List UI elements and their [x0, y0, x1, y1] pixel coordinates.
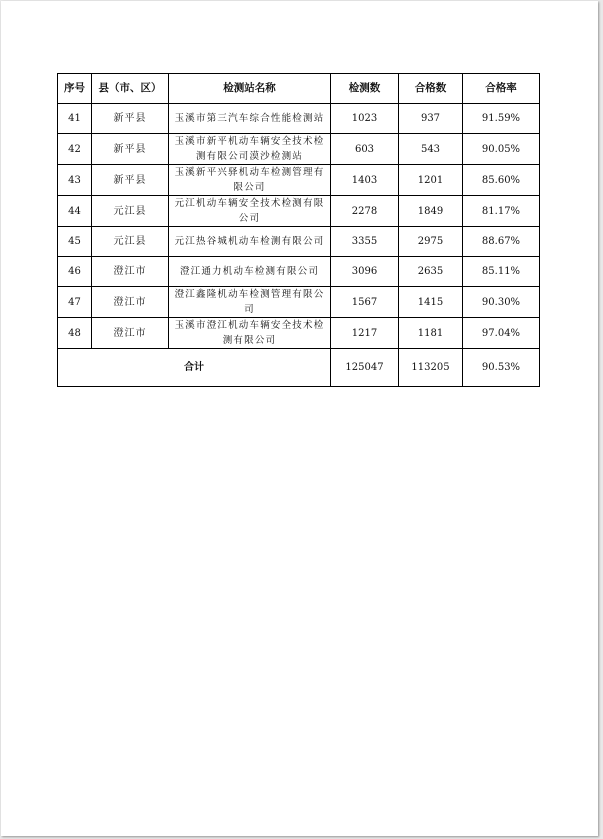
cell-tested: 1217: [331, 318, 399, 349]
cell-station-name: 玉溪新平兴驿机动车检测管理有限公司: [169, 165, 331, 196]
total-passed: 113205: [399, 349, 463, 387]
cell-station-name: 元江热谷城机动车检测有限公司: [169, 227, 331, 257]
document-page: [1, 1, 598, 836]
cell-tested: 603: [331, 134, 399, 165]
cell-passed: 1181: [399, 318, 463, 349]
cell-rate: 97.04%: [463, 318, 540, 349]
cell-no: 43: [58, 165, 92, 196]
header-station-name: 检测站名称: [169, 74, 331, 104]
cell-rate: 91.59%: [463, 104, 540, 134]
header-passed: 合格数: [399, 74, 463, 104]
cell-county: 澄江市: [92, 318, 169, 349]
cell-county: 澄江市: [92, 257, 169, 287]
cell-passed: 1849: [399, 196, 463, 227]
cell-tested: 3096: [331, 257, 399, 287]
cell-county: 元江县: [92, 196, 169, 227]
cell-county: 元江县: [92, 227, 169, 257]
cell-rate: 81.17%: [463, 196, 540, 227]
cell-station-name: 玉溪市澄江机动车辆安全技术检测有限公司: [169, 318, 331, 349]
cell-rate: 88.67%: [463, 227, 540, 257]
table-row: [58, 318, 540, 349]
cell-rate: 90.30%: [463, 287, 540, 318]
cell-no: 47: [58, 287, 92, 318]
cell-no: 41: [58, 104, 92, 134]
cell-rate: 90.05%: [463, 134, 540, 165]
cell-passed: 543: [399, 134, 463, 165]
cell-station-name: 玉溪市新平机动车辆安全技术检测有限公司漠沙检测站: [169, 134, 331, 165]
cell-station-name: 澄江鑫隆机动车检测管理有限公司: [169, 287, 331, 318]
total-row: [58, 349, 540, 387]
cell-rate: 85.60%: [463, 165, 540, 196]
cell-station-name: 玉溪市第三汽车综合性能检测站: [169, 104, 331, 134]
total-label: 合计: [58, 349, 331, 387]
cell-tested: 1567: [331, 287, 399, 318]
header-pass-rate: 合格率: [463, 74, 540, 104]
cell-tested: 1023: [331, 104, 399, 134]
table-header-row: [58, 74, 540, 104]
table-row: [58, 196, 540, 227]
header-tested: 检测数: [331, 74, 399, 104]
inspection-table: [57, 73, 540, 387]
cell-passed: 1201: [399, 165, 463, 196]
table-row: [58, 287, 540, 318]
table-row: [58, 257, 540, 287]
cell-passed: 937: [399, 104, 463, 134]
cell-rate: 85.11%: [463, 257, 540, 287]
table-row: [58, 227, 540, 257]
total-tested: 125047: [331, 349, 399, 387]
cell-station-name: 澄江通力机动车检测有限公司: [169, 257, 331, 287]
table-row: [58, 165, 540, 196]
cell-county: 澄江市: [92, 287, 169, 318]
cell-passed: 2635: [399, 257, 463, 287]
total-rate: 90.53%: [463, 349, 540, 387]
cell-tested: 2278: [331, 196, 399, 227]
cell-tested: 3355: [331, 227, 399, 257]
cell-county: 新平县: [92, 104, 169, 134]
cell-no: 44: [58, 196, 92, 227]
header-no: 序号: [58, 74, 92, 104]
cell-no: 45: [58, 227, 92, 257]
cell-no: 46: [58, 257, 92, 287]
header-county: 县（市、区）: [92, 74, 169, 104]
cell-passed: 2975: [399, 227, 463, 257]
cell-station-name: 元江机动车辆安全技术检测有限公司: [169, 196, 331, 227]
cell-county: 新平县: [92, 134, 169, 165]
cell-tested: 1403: [331, 165, 399, 196]
cell-county: 新平县: [92, 165, 169, 196]
cell-passed: 1415: [399, 287, 463, 318]
table-row: [58, 104, 540, 134]
table-row: [58, 134, 540, 165]
cell-no: 42: [58, 134, 92, 165]
cell-no: 48: [58, 318, 92, 349]
